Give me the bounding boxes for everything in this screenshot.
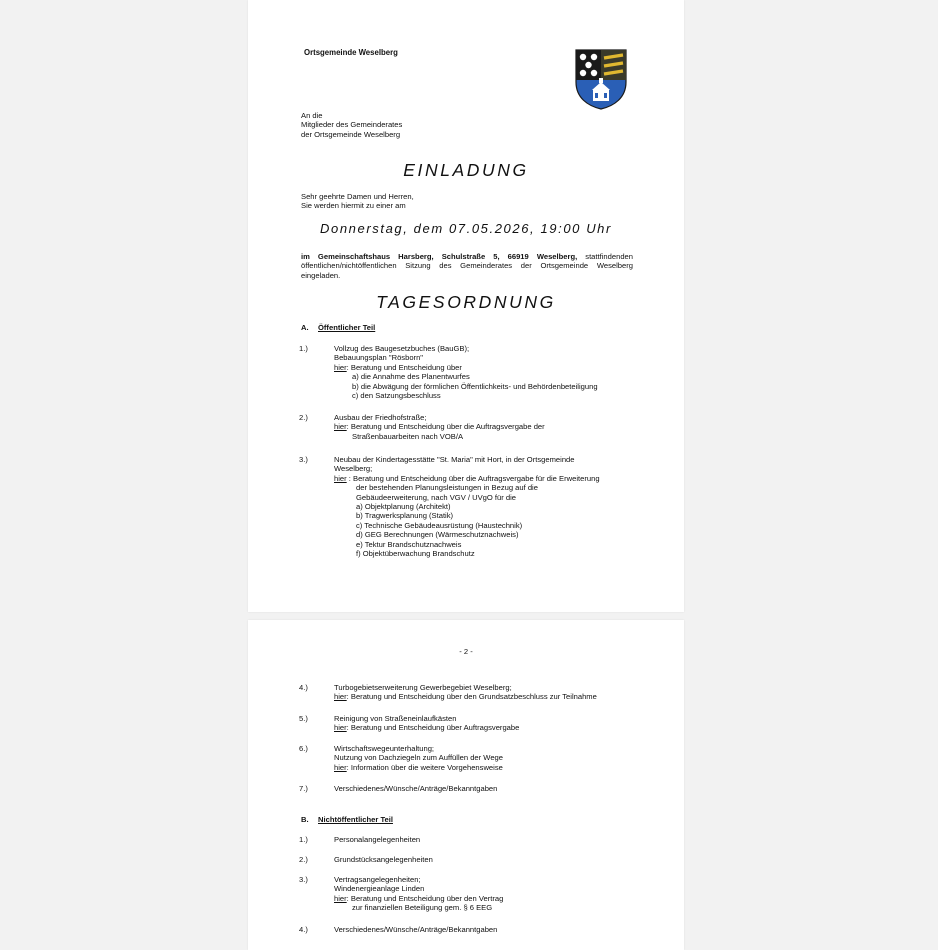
item-line: Reinigung von Straßeneinlaufkästen: [334, 714, 457, 723]
item-hier-line: [334, 422, 545, 431]
item-number: 4.): [299, 683, 308, 692]
agenda-item: [334, 455, 600, 558]
item-line: Ausbau der Friedhofstraße;: [334, 413, 427, 422]
item-hier-line: [334, 363, 598, 372]
hier-text: : Beratung und Entscheidung über den Vertrag: [346, 893, 504, 903]
hier-label: hier: [334, 893, 347, 903]
item-hier-line: [334, 692, 597, 701]
address-line: der Ortsgemeinde Weselberg: [301, 129, 401, 139]
section-label: Nichtöffentlicher Teil: [318, 815, 393, 824]
hier-text: : Beratung und Entscheidung über: [346, 362, 462, 372]
item-line: Verschiedenes/Wünsche/Anträge/Bekanntgaben: [334, 784, 498, 793]
item-sub-line: zur finanziellen Beteiligung gem. § 6 EEG: [352, 903, 493, 913]
agenda-item: [334, 784, 497, 793]
item-line: Bebauungsplan "Rösborn": [334, 353, 423, 363]
item-sub-line: a) Objektplanung (Architekt): [356, 502, 451, 512]
meeting-location: im Gemeinschaftshaus Harsberg, Schulstraße 5, 66919 Weselberg,: [301, 252, 578, 261]
hier-text: : Beratung und Entscheidung über die Auftragsvergabe der: [346, 422, 545, 432]
municipality-name: Ortsgemeinde Weselberg: [304, 48, 398, 57]
item-sub-line: c) den Satzungsbeschluss: [352, 391, 441, 401]
section-a-heading: [301, 323, 375, 332]
item-number: 4.): [299, 925, 308, 934]
item-line: Vollzug des Baugesetzbuches (BauGB);: [334, 344, 470, 353]
section-b-heading: [301, 815, 393, 824]
item-number: 1.): [299, 835, 308, 844]
item-line: Neubau der Kindertagesstätte "St. Maria" mit Hort, in der Ortsgemeinde: [334, 455, 575, 464]
hier-label: hier: [334, 692, 347, 702]
agenda-item: [334, 683, 597, 702]
hier-label: hier: [334, 762, 347, 772]
item-number: 5.): [299, 714, 308, 723]
address-line: An die: [301, 111, 323, 120]
item-number: 2.): [299, 855, 308, 864]
item-line: Personalangelegenheiten: [334, 835, 421, 844]
item-line: Grundstücksangelegenheiten: [334, 855, 433, 864]
item-line: Vertragsangelegenheiten;: [334, 875, 421, 884]
item-sub-line: Straßenbauarbeiten nach VOB/A: [352, 431, 464, 441]
hier-text: : Information über die weitere Vorgehensweise: [346, 762, 503, 772]
item-hier-line: [334, 474, 600, 483]
coat-of-arms-icon: [574, 48, 628, 110]
item-sub-line: f) Objektüberwachung Brandschutz: [356, 549, 475, 559]
salutation: [301, 192, 414, 211]
item-line: Nutzung von Dachziegeln zum Auffüllen der Wege: [334, 753, 503, 763]
document-page-1: [248, 0, 684, 612]
item-sub-line: a) die Annahme des Planentwurfes: [352, 372, 470, 382]
item-number: 3.): [299, 875, 308, 884]
meeting-datetime: Donnerstag, dem 07.05.2026, 19:00 Uhr: [320, 221, 612, 236]
page-number: - 2 -: [459, 647, 473, 656]
item-sub-line: b) die Abwägung der förmlichen Öffentlichkeits- und Behördenbeteiligung: [352, 381, 598, 391]
agenda-item: [334, 344, 598, 400]
section-letter: B.: [301, 815, 309, 824]
item-line: Wirtschaftswegeunterhaltung;: [334, 744, 435, 753]
item-sub-line: b) Tragwerksplanung (Statik): [356, 511, 454, 521]
section-label: Öffentlicher Teil: [318, 323, 376, 332]
hier-label: hier: [334, 723, 347, 733]
item-number: 3.): [299, 455, 308, 464]
salutation-line: Sie werden hiermit zu einer am: [301, 201, 406, 211]
item-line: Verschiedenes/Wünsche/Anträge/Bekanntgaben: [334, 925, 498, 934]
agenda-item: [334, 714, 519, 733]
document-title: EINLADUNG: [403, 160, 529, 180]
agenda-item: [334, 744, 503, 772]
hier-text: : Beratung und Entscheidung über den Grundsatzbeschluss zur Teilnahme: [346, 692, 597, 702]
hier-label: hier: [334, 362, 347, 372]
document-page-2: [248, 620, 684, 950]
invitation-rest: stattfindenden öffentlichen/nichtöffentlichen Sitzung des Gemeinderates der Ortsgemeinde Weselberg eingeladen.: [301, 252, 633, 280]
agenda-item: [334, 413, 545, 441]
item-number: 6.): [299, 744, 308, 753]
item-hier-line: [334, 763, 503, 772]
salutation-line: Sehr geehrte Damen und Herren,: [301, 192, 414, 201]
agenda-item: [334, 925, 497, 934]
item-line: Turbogebietserweiterung Gewerbegebiet Weselberg;: [334, 683, 512, 692]
agenda-item: [334, 875, 503, 913]
item-hier-line: [334, 723, 519, 732]
item-sub-line: d) GEG Berechnungen (Wärmeschutznachweis): [356, 530, 519, 540]
item-sub-line: Gebäudeerweiterung, nach VGV / UVgO für die: [356, 492, 516, 502]
item-sub-line: c) Technische Gebäudeausrüstung (Haustechnik): [356, 520, 523, 530]
agenda-title: TAGESORDNUNG: [376, 292, 556, 312]
item-number: 2.): [299, 413, 308, 422]
item-number: 7.): [299, 784, 308, 793]
invitation-text: [301, 252, 633, 280]
item-line: Windenergieanlage Linden: [334, 884, 425, 894]
agenda-item: [334, 855, 433, 864]
recipient-address: [301, 111, 402, 139]
item-hier-line: [334, 894, 503, 903]
hier-text: : Beratung und Entscheidung über Auftragsvergabe: [346, 723, 520, 733]
item-sub-line: der bestehenden Planungsleistungen in Bezug auf die: [356, 483, 538, 493]
hier-text: : Beratung und Entscheidung über die Auftragsvergabe für die Erweiterung: [346, 473, 600, 483]
section-letter: A.: [301, 323, 309, 332]
address-line: Mitglieder des Gemeinderates: [301, 120, 403, 130]
item-sub-line: e) Tektur Brandschutznachweis: [356, 539, 462, 549]
item-line: Weselberg;: [334, 464, 373, 474]
hier-label: hier: [334, 422, 347, 432]
hier-label: hier: [334, 473, 347, 483]
agenda-item: [334, 835, 420, 844]
item-number: 1.): [299, 344, 308, 353]
